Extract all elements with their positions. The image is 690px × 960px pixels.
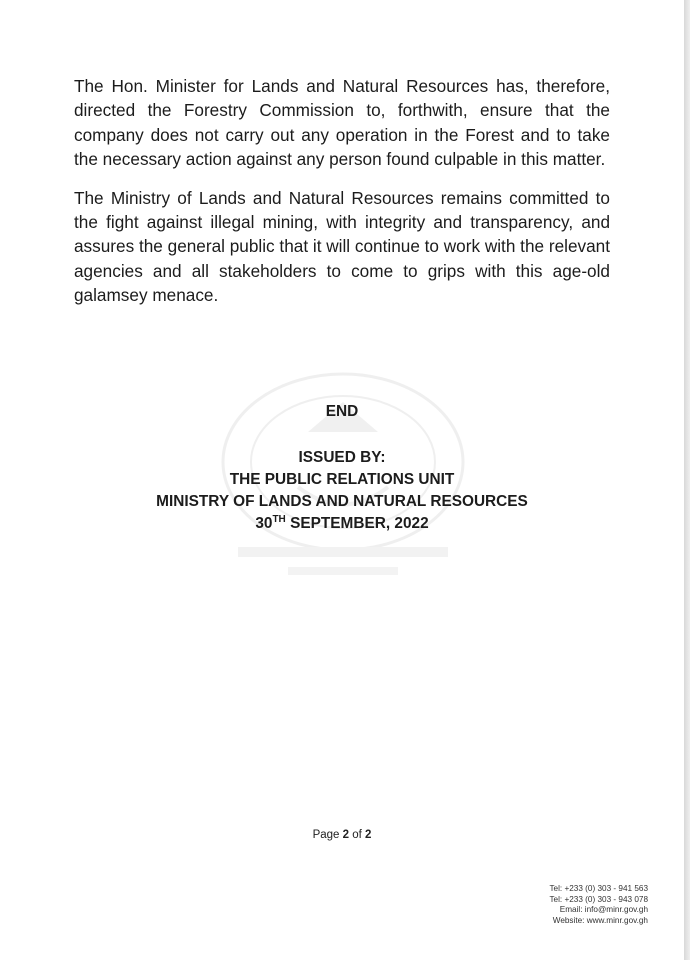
- paragraph-commitment: The Ministry of Lands and Natural Resources remains committed to the fight against illegal mining, with integrity and transparency, and assures the general public that it will continue to work with the relevant agencies and all stakeholders to come to grips with this age-old galamsey menace.: [74, 187, 610, 306]
- issuing-ministry: MINISTRY OF LANDS AND NATURAL RESOURCES: [156, 493, 528, 510]
- contact-phone-2: Tel: +233 (0) 303 - 943 078: [549, 894, 648, 904]
- issue-date: [0, 513, 684, 535]
- issued-by-block: [0, 447, 684, 535]
- page-number-total: 2: [365, 829, 372, 841]
- issued-by-heading: ISSUED BY:: [298, 449, 386, 466]
- contact-email: Email: info@minr.gov.gh: [559, 905, 648, 915]
- page-number-prefix: Page: [312, 829, 343, 841]
- contact-phone-1: Tel: +233 (0) 303 - 941 563: [549, 884, 648, 893]
- contact-website: Website: www.minr.gov.gh: [552, 915, 648, 925]
- page-number-of: of: [349, 829, 366, 841]
- paragraph-directive: The Hon. Minister for Lands and Natural Resources has, therefore, directed the Forestry Commission to, forthwith, ensure that the company does not carry out any operation in the Forest and to take the necessary action against any person found culpable in this matter.: [74, 76, 610, 170]
- page-edge-shadow: [684, 0, 690, 960]
- contact-info: [549, 884, 648, 926]
- page-number: [0, 828, 684, 842]
- end-label: END: [325, 403, 359, 420]
- issue-date-suffix: TH: [272, 513, 286, 525]
- page-number-current: 2: [342, 829, 350, 841]
- issue-date-day: 30: [255, 515, 273, 532]
- issuing-unit: THE PUBLIC RELATIONS UNIT: [229, 471, 455, 488]
- body-text: [74, 74, 610, 322]
- issue-date-rest: SEPTEMBER, 2022: [285, 515, 429, 532]
